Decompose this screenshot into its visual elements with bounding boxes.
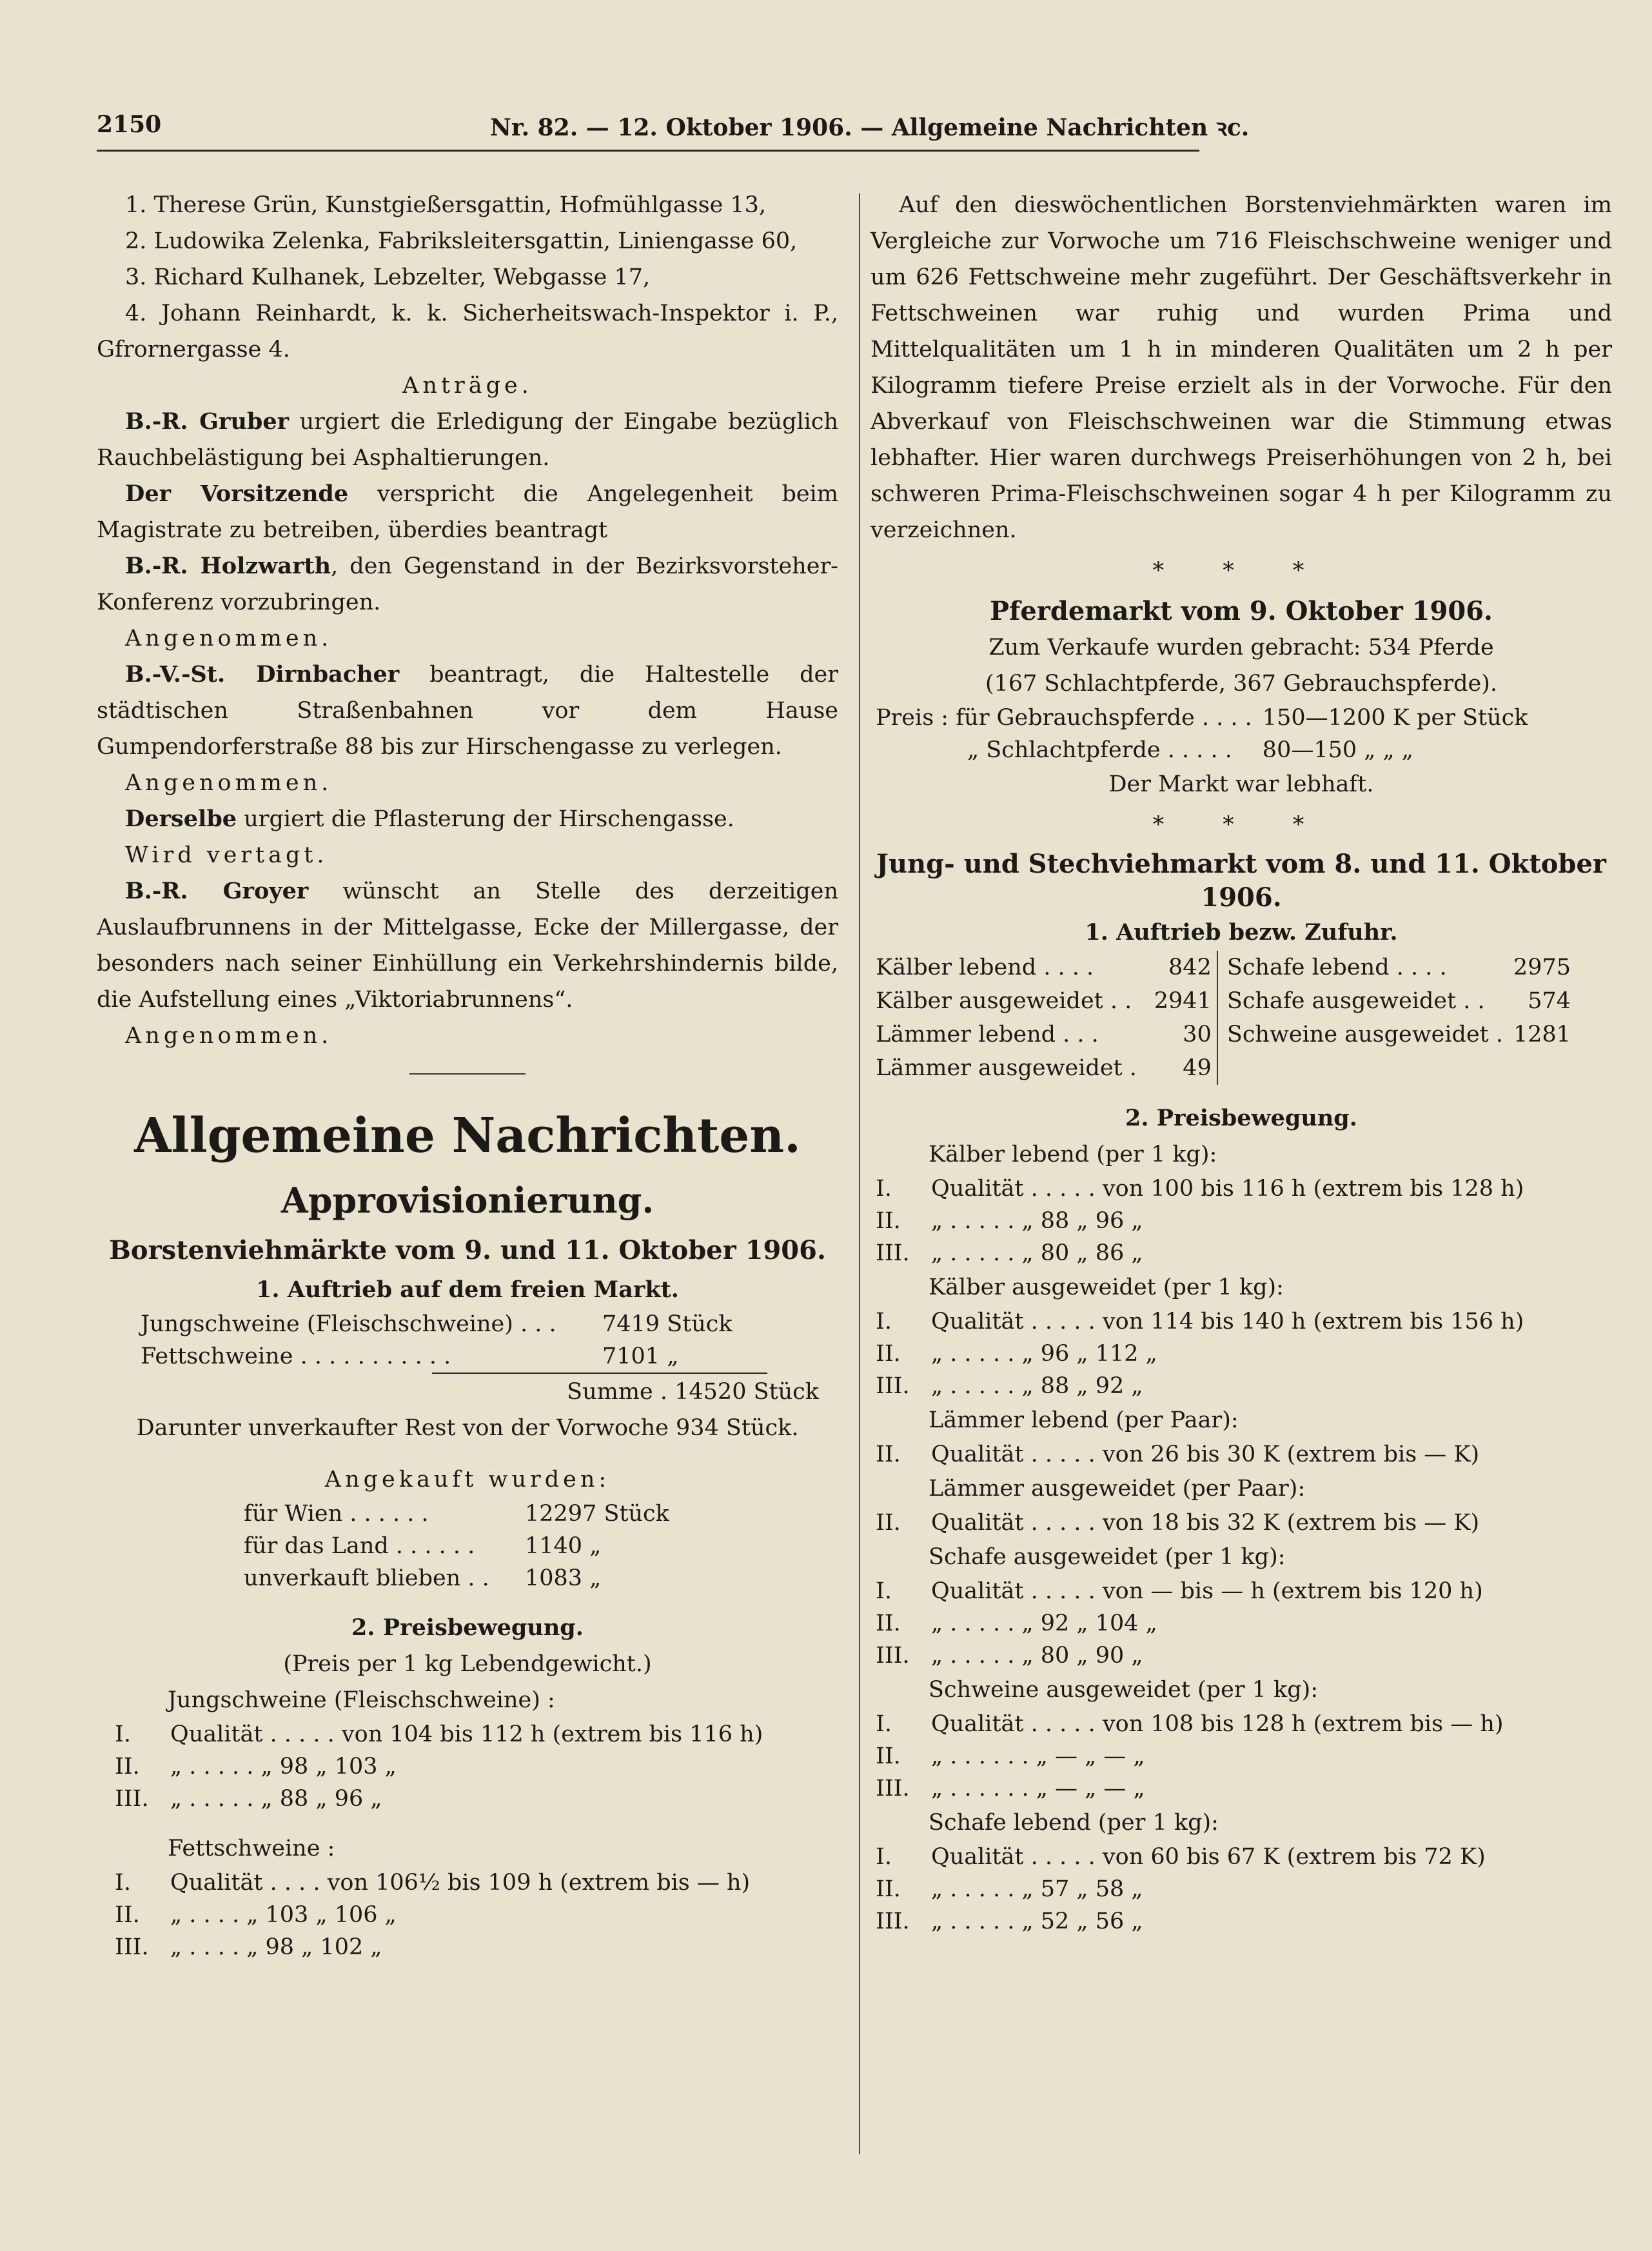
price-text: „ . . . . . „ 88 „ 96 „ <box>170 1786 382 1812</box>
group-title: Fettschweine : <box>168 1836 335 1861</box>
price-table <box>870 1438 1484 1471</box>
row-label: unverkauft blieben . . <box>244 1565 489 1591</box>
row-value: 7101 „ <box>602 1344 679 1369</box>
quality-grade: III. <box>115 1934 149 1960</box>
price-text: Qualität . . . . . von — bis — h (extrem bis 120 h) <box>931 1578 1483 1604</box>
quality-grade: II. <box>876 1611 901 1636</box>
quality-grade: III. <box>876 1240 910 1266</box>
angekauft-heading: Angekauft wurden: <box>324 1467 611 1492</box>
row-label: Schweine ausgeweidet . <box>1217 1018 1508 1051</box>
motion-text: urgiert die Pflasterung der Hirschengasse. <box>237 806 734 832</box>
table-row <box>870 1607 1488 1640</box>
motion-paragraph <box>97 657 838 765</box>
row-value: 12297 Stück <box>525 1501 669 1527</box>
auftrieb-heading: 1. Auftrieb auf dem freien Markt. <box>256 1276 679 1303</box>
quality-grade: II. <box>876 1743 901 1769</box>
price-groups <box>870 1136 1612 1938</box>
price-text: Qualität . . . . . von 60 bis 67 K (extrem bis 72 K) <box>931 1844 1486 1870</box>
preis-heading: 2. Preisbewegung. <box>1125 1105 1357 1131</box>
motion-speaker: B.-R. Gruber <box>125 408 290 435</box>
list-item: 3. Richard Kulhanek, Lebzelter, Webgasse 17, <box>125 264 651 290</box>
row-value: 150—1200 K per Stück <box>1262 705 1528 731</box>
quality-grade: III. <box>876 1373 910 1399</box>
table-row <box>110 1931 755 1963</box>
motion-paragraph <box>97 476 838 548</box>
table-row <box>870 1772 1509 1805</box>
quality-grade: II. <box>876 1208 901 1234</box>
table-row <box>870 1740 1509 1772</box>
table-row <box>870 1205 1529 1237</box>
jung-subheading: 1. Auftrieb bezw. Zufuhr. <box>1085 919 1398 946</box>
table-row <box>870 1305 1529 1338</box>
row-label: Lämmer ausgeweidet . <box>876 1055 1137 1081</box>
price-text: „ . . . . . „ 52 „ 56 „ <box>931 1909 1143 1934</box>
price-text: „ . . . . . „ 80 „ 90 „ <box>931 1643 1143 1669</box>
row-label: Preis : für Gebrauchspferde . . . . <box>876 705 1252 731</box>
row-label: Lämmer lebend . . . <box>876 1022 1099 1047</box>
table-row <box>239 1562 674 1594</box>
row-label: Schafe ausgeweidet . . <box>1217 984 1508 1018</box>
motion-text: wünscht an Stelle des derzeitigen Auslaufbrunnens in der Mittelgasse, Ecke der Millergasse, der besonders nach seiner Einhüllung ein Verkehrshindernis bilde, die Aufstellung eines „Viktoriabrunnens“. <box>97 878 838 1013</box>
main-heading: Allgemeine Nachrichten. <box>134 1108 801 1164</box>
price-table <box>110 1718 768 1815</box>
table-row <box>110 1718 768 1750</box>
row-label: Fettschweine . . . . . . . . . . . <box>141 1344 451 1369</box>
motion-paragraph <box>97 404 838 476</box>
price-text: Qualität . . . . . von 104 bis 112 h (extrem bis 116 h) <box>170 1721 763 1747</box>
list-item: 1. Therese Grün, Kunstgießersgattin, Hofmühlgasse 13, <box>125 192 767 218</box>
election-list <box>97 187 838 368</box>
pferd-note: Der Markt war lebhaft. <box>1108 771 1374 797</box>
motion-text: beantragt, die Haltestelle der städtischen Straßenbahnen vor dem Hause Gumpendorferstraße 88 bis zur Hirschengasse zu verlegen. <box>97 662 838 760</box>
running-title: Nr. 82. — 12. Oktober 1906. — Allgemeine Nachrichten ꝛc. <box>490 114 1250 141</box>
motion-paragraph <box>97 801 838 837</box>
table-row <box>870 1237 1529 1269</box>
table-row <box>870 1370 1529 1402</box>
price-table <box>110 1867 755 1963</box>
price-text: Qualität . . . . . von 108 bis 128 h (extrem bis — h) <box>931 1711 1504 1737</box>
price-text: „ . . . . „ 103 „ 106 „ <box>170 1902 397 1928</box>
table-row <box>110 1750 768 1783</box>
table-row <box>870 1018 1576 1051</box>
separator-stars: * * * <box>1152 812 1330 838</box>
quality-grade: III. <box>876 1643 910 1669</box>
angekauft-table <box>239 1498 674 1594</box>
motion-result: Angenommen. <box>125 626 333 651</box>
pferd-line: (167 Schlachtpferde, 367 Gebrauchspferde). <box>985 671 1498 697</box>
row-value: 7419 Stück <box>602 1311 733 1337</box>
table-row <box>870 1507 1484 1539</box>
quality-grade: II. <box>876 1341 901 1367</box>
price-text: „ . . . . „ 98 „ 102 „ <box>170 1934 382 1960</box>
motion-speaker: Der Vorsitzende <box>125 481 349 507</box>
row-label: Schafe lebend . . . . <box>1217 951 1508 984</box>
preis-subheading: (Preis per 1 kg Lebendgewicht.) <box>283 1651 652 1677</box>
row-value: 574 <box>1528 988 1571 1014</box>
row-value: 2975 <box>1513 955 1571 980</box>
motion-speaker: Derselbe <box>125 806 237 832</box>
table-row <box>870 1173 1529 1205</box>
price-table <box>870 1173 1529 1269</box>
table-row <box>870 734 1533 766</box>
table-row <box>870 951 1576 984</box>
row-value: 80—150 „ „ „ <box>1262 737 1413 763</box>
price-text: Qualität . . . . . von 26 bis 30 K (extrem bis — K) <box>931 1442 1480 1467</box>
table-row <box>870 1438 1484 1471</box>
market-heading: Borstenviehmärkte vom 9. und 11. Oktober 1906. <box>109 1235 826 1265</box>
jung-heading: Jung- und Stechviehmarkt vom 8. und 11. Oktober 1906. <box>876 849 1606 913</box>
quality-grade: I. <box>115 1721 131 1747</box>
pferd-line: Zum Verkaufe wurden gebracht: 534 Pferde <box>988 635 1494 660</box>
price-text: „ . . . . . „ 98 „ 103 „ <box>170 1754 397 1780</box>
quality-grade: II. <box>876 1510 901 1536</box>
table-row <box>870 1338 1529 1370</box>
motion-speaker: B.-R. Holzwarth <box>125 553 331 579</box>
column-rule <box>859 193 860 2154</box>
quality-grade: III. <box>115 1786 149 1812</box>
left-column <box>97 187 838 1963</box>
quality-grade: I. <box>876 1309 892 1334</box>
group-title: Kälber lebend (per 1 kg): <box>929 1142 1217 1167</box>
row-label: für das Land . . . . . . <box>244 1533 475 1559</box>
preis-heading: 2. Preisbewegung. <box>351 1614 584 1641</box>
price-text: Qualität . . . . . von 114 bis 140 h (extrem bis 156 h) <box>931 1309 1524 1334</box>
table-row <box>870 1841 1491 1873</box>
price-text: „ . . . . . „ 80 „ 86 „ <box>931 1240 1143 1266</box>
motion-text: urgiert die Erledigung der Eingabe bezüglich Rauchbelästigung bei Asphaltierungen. <box>97 409 838 471</box>
price-table <box>870 1708 1509 1805</box>
table-row <box>239 1530 674 1562</box>
table-row <box>870 1051 1576 1085</box>
quality-grade: I. <box>876 1844 892 1870</box>
pferd-price-table <box>870 702 1533 766</box>
market-report: Auf den dieswöchentlichen Borstenviehmärkten waren im Vergleiche zur Vorwoche um 716 Fleischschweine weniger und um 626 Fettschweine mehr zugeführt. Der Geschäftsverkehr in Fettschweinen war ruhig und wurden Prima und Mittelqualitäten um 1 h in minderen Qualitäten um 2 h per Kilogramm tiefere Preise erzielt als in der Vorwoche. Für den Abverkauf von Fleischschweinen war die Stimmung etwas lebhafter. Hier waren durchwegs Preiserhöhungen von 2 h, bei schweren Prima-Fleischschweinen sogar 4 h per Kilogramm zu verzeichnen. <box>870 192 1612 543</box>
price-text: „ . . . . . „ 88 „ 92 „ <box>931 1373 1143 1399</box>
table-row <box>135 1340 738 1373</box>
price-table <box>870 1507 1484 1539</box>
price-text: „ . . . . . „ 88 „ 96 „ <box>931 1208 1143 1234</box>
group-title: Kälber ausgeweidet (per 1 kg): <box>929 1274 1284 1300</box>
group-title: Schweine ausgeweidet (per 1 kg): <box>929 1677 1319 1703</box>
table-row <box>239 1498 674 1530</box>
table-row <box>110 1899 755 1931</box>
quality-grade: III. <box>876 1776 910 1801</box>
table-row <box>870 1575 1488 1607</box>
row-label: für Wien . . . . . . <box>244 1501 429 1527</box>
zufuhr-table <box>870 951 1576 1085</box>
group-title: Jungschweine (Fleischschweine) : <box>168 1687 555 1713</box>
motion-paragraph <box>97 548 838 620</box>
price-table <box>870 1841 1491 1938</box>
table-row <box>870 702 1533 734</box>
summe: Summe . 14520 Stück <box>567 1379 819 1405</box>
quality-grade: I. <box>876 1711 892 1737</box>
antraege-heading: Anträge. <box>402 373 533 399</box>
table-row <box>870 1708 1509 1740</box>
row-label: „ Schlachtpferde . . . . . <box>967 737 1232 763</box>
auftrieb-table <box>135 1308 738 1373</box>
table-row <box>110 1867 755 1899</box>
separator-stars: * * * <box>1152 558 1330 584</box>
price-table <box>870 1305 1529 1402</box>
row-label: Kälber lebend . . . . <box>876 955 1094 980</box>
motion-speaker: B.-R. Groyer <box>125 878 309 904</box>
quality-grade: II. <box>876 1442 901 1467</box>
price-text: Qualität . . . . von 106½ bis 109 h (extrem bis — h) <box>170 1870 751 1896</box>
row-label: Kälber ausgeweidet . . <box>876 988 1132 1014</box>
motion-paragraph <box>97 873 838 1018</box>
quality-grade: II. <box>115 1754 140 1780</box>
motion-speaker: B.-V.-St. Dirnbacher <box>125 661 400 688</box>
table-row <box>135 1308 738 1340</box>
row-label <box>1217 1051 1508 1085</box>
list-item: 2. Ludowika Zelenka, Fabriksleitersgattin, Liniengasse 60, <box>125 228 798 254</box>
price-text: „ . . . . . . „ — „ — „ <box>931 1776 1145 1801</box>
price-text: „ . . . . . „ 92 „ 104 „ <box>931 1611 1157 1636</box>
group-title: Lämmer ausgeweidet (per Paar): <box>929 1476 1306 1502</box>
group-title: Lämmer lebend (per Paar): <box>929 1407 1239 1433</box>
group-title: Schafe ausgeweidet (per 1 kg): <box>929 1544 1286 1570</box>
row-label: Jungschweine (Fleischschweine) . . . <box>141 1311 556 1337</box>
quality-grade: I. <box>115 1870 131 1896</box>
price-table <box>870 1575 1488 1672</box>
quality-grade: III. <box>876 1909 910 1934</box>
price-text: „ . . . . . . „ — „ — „ <box>931 1743 1145 1769</box>
price-text: „ . . . . . „ 57 „ 58 „ <box>931 1876 1143 1902</box>
row-value: 49 <box>1183 1055 1212 1081</box>
motion-result: Wird vertagt. <box>125 842 328 868</box>
quality-grade: I. <box>876 1176 892 1202</box>
rest-line: Darunter unverkaufter Rest von der Vorwoche 934 Stück. <box>136 1415 799 1441</box>
table-row <box>870 1905 1491 1938</box>
row-value: 1083 „ <box>525 1565 602 1591</box>
row-value: 1281 <box>1513 1022 1571 1047</box>
quality-grade: II. <box>115 1902 140 1928</box>
table-row <box>110 1783 768 1815</box>
section-heading: Approvisionierung. <box>280 1180 654 1221</box>
group-title: Schafe lebend (per 1 kg): <box>929 1810 1219 1836</box>
table-row <box>870 1873 1491 1905</box>
price-text: „ . . . . . „ 96 „ 112 „ <box>931 1341 1157 1367</box>
row-value: 1140 „ <box>525 1533 602 1559</box>
row-value <box>1508 1051 1576 1085</box>
table-row <box>870 1640 1488 1672</box>
list-item: 4. Johann Reinhardt, k. k. Sicherheitswach-Inspektor i. P., Gfrornergasse 4. <box>97 301 838 362</box>
motion-text: , den Gegenstand in der Bezirksvorsteher-Konferenz vorzubringen. <box>97 553 838 615</box>
row-value: 2941 <box>1154 988 1212 1014</box>
table-row <box>870 984 1576 1018</box>
price-text: Qualität . . . . . von 18 bis 32 K (extrem bis — K) <box>931 1510 1480 1536</box>
row-value: 842 <box>1168 955 1212 980</box>
quality-grade: II. <box>876 1876 901 1902</box>
price-text: Qualität . . . . . von 100 bis 116 h (extrem bis 128 h) <box>931 1176 1524 1202</box>
quality-grade: I. <box>876 1578 892 1604</box>
header-rule <box>97 150 1199 152</box>
row-value: 30 <box>1183 1022 1212 1047</box>
section-divider <box>409 1073 526 1075</box>
motion-result: Angenommen. <box>125 1023 333 1049</box>
pferd-heading: Pferdemarkt vom 9. Oktober 1906. <box>990 596 1493 626</box>
page-number: 2150 <box>97 111 162 138</box>
motion-result: Angenommen. <box>125 770 333 796</box>
motion-text: verspricht die Angelegenheit beim Magistrate zu betreiben, überdies beantragt <box>97 481 838 543</box>
right-column <box>870 187 1612 1938</box>
